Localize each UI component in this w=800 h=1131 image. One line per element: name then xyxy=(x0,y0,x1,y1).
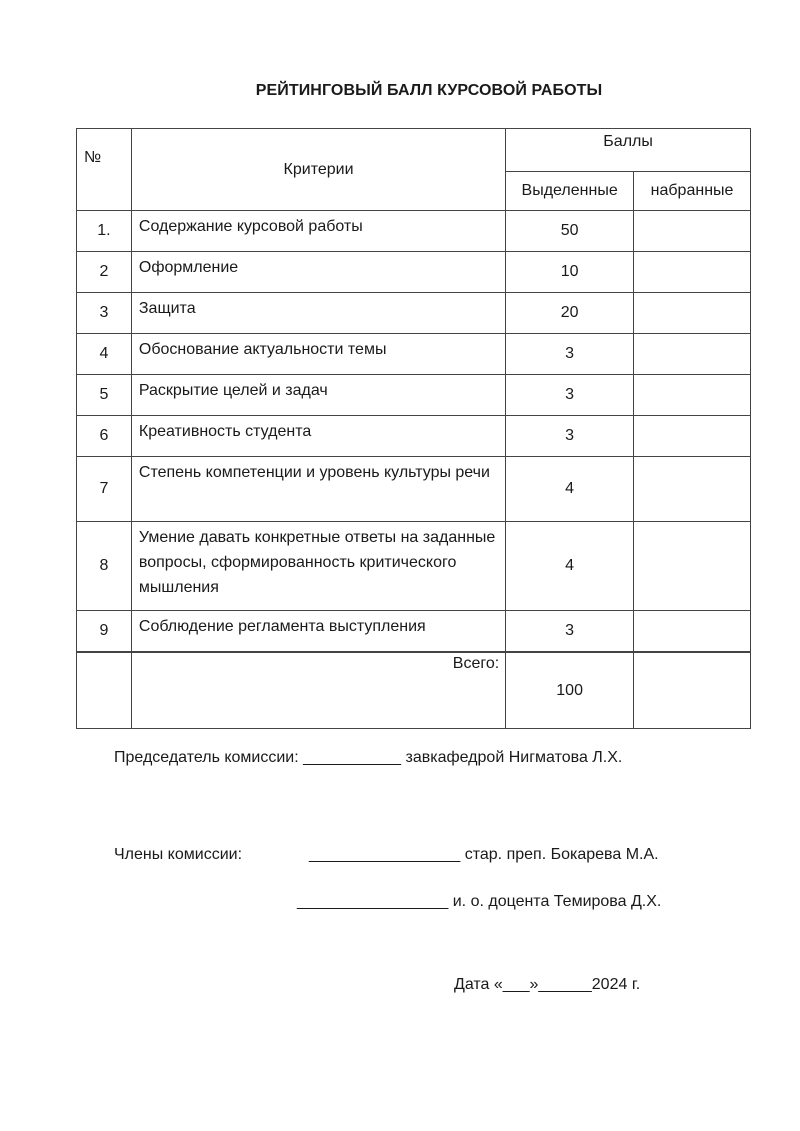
date-day-blank[interactable]: ___ xyxy=(502,976,530,993)
date-year: 2024 г. xyxy=(591,976,641,993)
row-earned[interactable] xyxy=(634,252,751,293)
member2-signature-line xyxy=(297,893,661,911)
member1-name: стар. преп. Бокарева М.А. xyxy=(464,846,659,863)
row-criterion: Раскрытие целей и задач xyxy=(131,375,505,416)
row-earned[interactable] xyxy=(634,457,751,522)
total-num-cell xyxy=(77,652,132,729)
row-num: 3 xyxy=(77,293,132,334)
table-header-row xyxy=(77,129,751,172)
row-allocated: 4 xyxy=(506,457,634,522)
header-earned: набранные xyxy=(634,172,751,211)
row-criterion: Защита xyxy=(131,293,505,334)
row-num: 4 xyxy=(77,334,132,375)
row-earned[interactable] xyxy=(634,211,751,252)
row-allocated: 20 xyxy=(506,293,634,334)
row-allocated: 3 xyxy=(506,611,634,653)
member1-blank[interactable]: _________________ xyxy=(309,846,461,863)
row-allocated: 3 xyxy=(506,416,634,457)
member2-blank[interactable]: _________________ xyxy=(297,893,449,910)
table-row xyxy=(77,252,751,293)
row-criterion: Креативность студента xyxy=(131,416,505,457)
members-label: Члены комиссии: xyxy=(114,846,243,863)
table-row xyxy=(77,334,751,375)
row-allocated: 10 xyxy=(506,252,634,293)
row-criterion: Содержание курсовой работы xyxy=(131,211,505,252)
row-num: 7 xyxy=(77,457,132,522)
total-allocated: 100 xyxy=(506,652,634,729)
date-month-blank[interactable]: ______ xyxy=(538,976,592,993)
row-criterion: Обоснование актуальности темы xyxy=(131,334,505,375)
date-label: Дата « xyxy=(454,976,503,993)
chair-label: Председатель комиссии: xyxy=(114,749,299,766)
header-allocated: Выделенные xyxy=(506,172,634,211)
date-line xyxy=(454,976,640,994)
member1-signature-line xyxy=(309,846,659,864)
document-title: РЕЙТИНГОВЫЙ БАЛЛ КУРСОВОЙ РАБОТЫ xyxy=(255,82,603,99)
row-num: 5 xyxy=(77,375,132,416)
table-row xyxy=(77,293,751,334)
date-mid: » xyxy=(529,976,539,993)
row-earned[interactable] xyxy=(634,375,751,416)
row-earned[interactable] xyxy=(634,611,751,653)
total-earned[interactable] xyxy=(634,652,751,729)
member2-name: и. о. доцента Темирова Д.Х. xyxy=(452,893,662,910)
row-allocated: 50 xyxy=(506,211,634,252)
row-criterion: Умение давать конкретные ответы на заданные вопросы, сформированность критического мышления xyxy=(131,522,505,611)
row-num: 8 xyxy=(77,522,132,611)
table-row xyxy=(77,522,751,611)
total-label: Всего: xyxy=(131,652,505,729)
row-num: 9 xyxy=(77,611,132,653)
row-criterion: Степень компетенции и уровень культуры речи xyxy=(131,457,505,522)
row-earned[interactable] xyxy=(634,293,751,334)
total-row xyxy=(77,652,751,729)
table-row xyxy=(77,457,751,522)
row-num: 6 xyxy=(77,416,132,457)
row-allocated: 3 xyxy=(506,334,634,375)
rating-table xyxy=(76,128,751,729)
table-row xyxy=(77,611,751,653)
row-criterion: Оформление xyxy=(131,252,505,293)
row-earned[interactable] xyxy=(634,334,751,375)
row-num: 2 xyxy=(77,252,132,293)
header-criteria: Критерии xyxy=(131,129,505,211)
row-num: 1. xyxy=(77,211,132,252)
row-allocated: 4 xyxy=(506,522,634,611)
header-points: Баллы xyxy=(506,129,751,172)
row-earned[interactable] xyxy=(634,522,751,611)
table-row xyxy=(77,211,751,252)
table-row xyxy=(77,416,751,457)
row-allocated: 3 xyxy=(506,375,634,416)
chair-blank[interactable]: ___________ xyxy=(303,749,402,766)
header-num: № xyxy=(77,129,132,211)
row-earned[interactable] xyxy=(634,416,751,457)
table-row xyxy=(77,375,751,416)
row-criterion: Соблюдение регламента выступления xyxy=(131,611,505,653)
chair-signature-line xyxy=(114,749,622,767)
chair-name: завкафедрой Нигматова Л.Х. xyxy=(405,749,623,766)
